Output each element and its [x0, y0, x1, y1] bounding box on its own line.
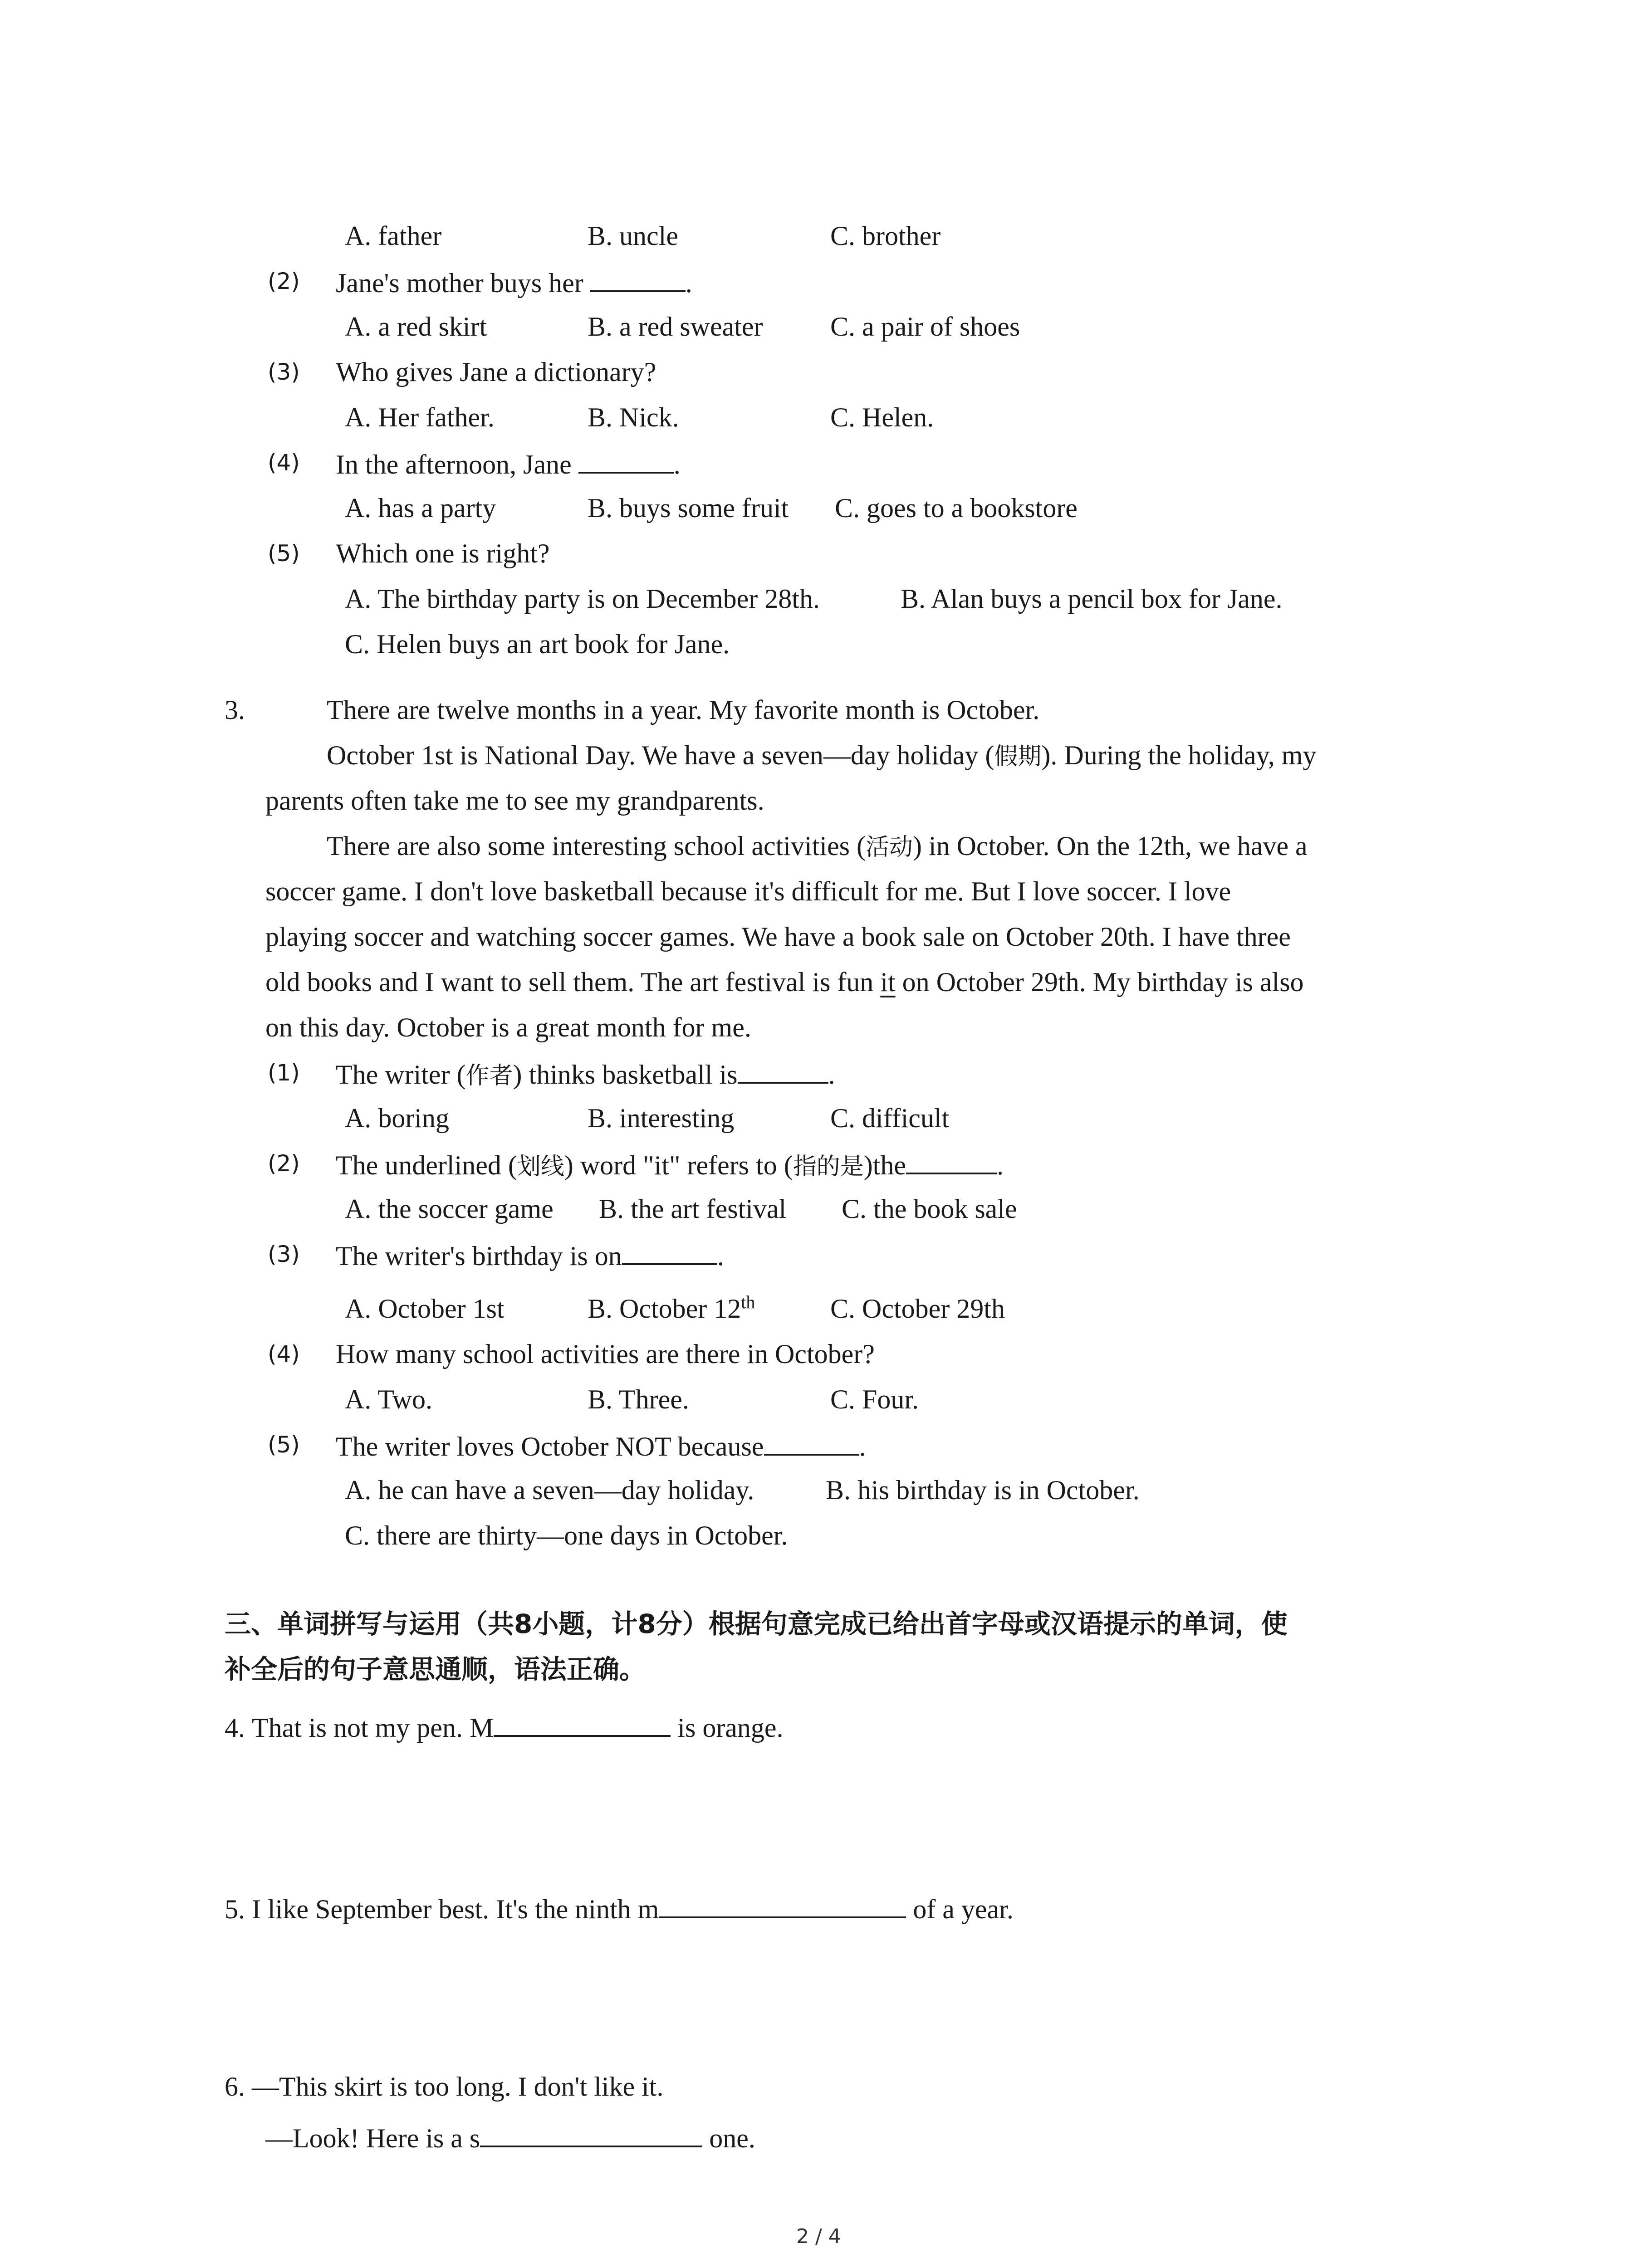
q3-4-option-a: A. Two.: [345, 1384, 433, 1414]
q3-5-number: (5): [268, 1432, 300, 1458]
answer-blank: [659, 1889, 906, 1918]
q2-4-number: (4): [268, 450, 300, 476]
answer-blank: [480, 2118, 702, 2147]
q3-5-option-b: B. his birthday is in October.: [826, 1475, 1140, 1505]
chinese-gloss: 假期: [994, 743, 1042, 770]
q3-2-stem: [336, 1145, 1004, 1185]
q3-passage-text: ) in October. On the 12th, we have a: [912, 831, 1308, 861]
q2-2-option-b: B. a red sweater: [588, 312, 763, 342]
q2-4-stem-text: In the afternoon, Jane: [336, 450, 578, 479]
q3-2-option-c: C. the book sale: [842, 1194, 1017, 1224]
section-heading-line-2: 补全后的句子意思通顺，语法正确。: [225, 1654, 646, 1685]
ordinal-suffix: th: [741, 1292, 755, 1312]
q3-4-number: (4): [268, 1341, 300, 1367]
chinese-gloss: 活动: [865, 834, 913, 861]
q2-4-stem: [336, 445, 681, 483]
answer-blank: [738, 1055, 828, 1084]
q3-passage-line-6: playing soccer and watching soccer games. We have a book sale on October 20th. I have three: [265, 922, 1291, 952]
answer-blank: [578, 445, 674, 474]
q3-2-option-a: A. the soccer game: [345, 1194, 554, 1224]
q3-3-option-c: C. October 29th: [830, 1294, 1005, 1324]
q3-passage-text: There are also some interesting school activities (: [327, 831, 866, 861]
q3-3-option-b-text: B. October 12: [588, 1294, 741, 1324]
q3-3-stem-text: The writer's birthday is on: [336, 1241, 622, 1271]
q3-passage-line-4: [327, 828, 1308, 865]
answer-blank: [764, 1427, 859, 1456]
answer-blank: [622, 1236, 717, 1265]
q5: [225, 1889, 1014, 1927]
underlined-word: it: [880, 967, 896, 997]
q3-5-option-c: C. there are thirty—one days in October.: [345, 1520, 788, 1550]
chinese-gloss: 作者: [465, 1062, 513, 1090]
q3-3-stem: [336, 1236, 724, 1274]
q4: [225, 1708, 784, 1746]
q2-2-option-c: C. a pair of shoes: [830, 312, 1020, 342]
q3-passage-text: on October 29th. My birthday is also: [895, 967, 1304, 997]
q6-text: —This skirt is too long. I don't like it.: [252, 2072, 664, 2102]
q2-2-stem: [336, 263, 692, 301]
q3-passage-line-5: soccer game. I don't love basketball because it's difficult for me. But I love soccer. I love: [265, 876, 1231, 906]
chinese-gloss: 指的是: [793, 1153, 864, 1180]
q3-1-stem-text: ) thinks basketball is: [513, 1060, 738, 1090]
q2-5-stem: Which one is right?: [336, 538, 550, 568]
q3-2-stem-end: .: [996, 1150, 1004, 1180]
q3-5-stem: [336, 1427, 866, 1465]
q3-5-stem-end: .: [859, 1432, 866, 1461]
q3-passage-text: old books and I want to sell them. The art festival is fun: [265, 967, 881, 997]
q6-text-end: one.: [702, 2123, 755, 2153]
answer-blank: [494, 1708, 671, 1737]
q3-passage-line-8: on this day. October is a great month for me.: [265, 1012, 751, 1042]
q2-5-option-a: A. The birthday party is on December 28th.: [345, 584, 820, 614]
q2-3-option-a: A. Her father.: [345, 402, 495, 432]
q4-text-end: is orange.: [671, 1713, 784, 1743]
q3-passage-line-2: [327, 737, 1316, 775]
q6-line-2: [265, 2118, 755, 2156]
q2-1-option-c: C. brother: [830, 221, 941, 251]
q3-5-stem-text: The writer loves October NOT because: [336, 1432, 764, 1461]
q3-1-number: (1): [268, 1060, 300, 1086]
answer-blank: [590, 263, 686, 292]
q2-5-option-b: B. Alan buys a pencil box for Jane.: [901, 584, 1283, 614]
q3-passage-line-3: parents often take me to see my grandparents.: [265, 786, 764, 816]
q3-1-option-c: C. difficult: [830, 1103, 950, 1133]
q2-3-option-c: C. Helen.: [830, 402, 934, 432]
q2-4-option-b: B. buys some fruit: [588, 493, 789, 523]
section-heading-line-1: 三、单词拼写与运用（共8小题，计8分）根据句意完成已给出首字母或汉语提示的单词，使: [225, 1608, 1288, 1639]
q3-2-stem-text: )the: [863, 1150, 906, 1180]
q2-1-option-a: A. father: [345, 221, 442, 251]
q4-number: 4.: [225, 1713, 245, 1743]
q6-number: 6.: [225, 2072, 245, 2102]
q3-1-option-b: B. interesting: [588, 1103, 735, 1133]
q3-passage-text: ). During the holiday, my: [1041, 740, 1317, 770]
q2-3-option-b: B. Nick.: [588, 402, 679, 432]
q3-number: 3.: [225, 695, 245, 725]
q5-text: I like September best. It's the ninth m: [252, 1894, 659, 1924]
q2-2-number: (2): [268, 268, 300, 294]
answer-blank: [906, 1145, 997, 1174]
q5-text-end: of a year.: [906, 1894, 1014, 1924]
q3-1-stem-text: The writer (: [336, 1060, 466, 1090]
q2-2-option-a: A. a red skirt: [345, 312, 487, 342]
q4-text: That is not my pen. M: [252, 1713, 494, 1743]
q6-text: —Look! Here is a s: [265, 2123, 480, 2153]
q2-1-option-b: B. uncle: [588, 221, 678, 251]
q3-1-stem: [336, 1055, 835, 1094]
chinese-gloss: 划线: [517, 1153, 564, 1180]
q2-4-option-a: A. has a party: [345, 493, 496, 523]
q2-3-number: (3): [268, 359, 300, 385]
q2-2-stem-end: .: [685, 268, 692, 298]
q3-3-option-b: [588, 1290, 755, 1327]
q3-passage-text: October 1st is National Day. We have a seven—day holiday (: [327, 740, 994, 770]
q6-line-1: [225, 2068, 663, 2105]
q3-1-stem-end: .: [828, 1060, 835, 1090]
q3-2-stem-text: The underlined (: [336, 1150, 517, 1180]
q3-4-option-b: B. Three.: [588, 1384, 689, 1414]
q5-number: 5.: [225, 1894, 245, 1924]
q3-2-stem-text: ) word "it" refers to (: [564, 1150, 793, 1180]
page-number: 2 / 4: [796, 2225, 841, 2248]
q3-3-number: (3): [268, 1241, 300, 1267]
q3-3-option-a: A. October 1st: [345, 1294, 505, 1324]
q3-4-option-c: C. Four.: [830, 1384, 919, 1414]
q3-4-stem: How many school activities are there in October?: [336, 1339, 875, 1369]
q2-3-stem: Who gives Jane a dictionary?: [336, 357, 656, 387]
q2-2-stem-text: Jane's mother buys her: [336, 268, 590, 298]
q3-passage-line-1: There are twelve months in a year. My favorite month is October.: [327, 695, 1040, 725]
q3-2-option-b: B. the art festival: [599, 1194, 787, 1224]
q3-passage-line-7: [265, 964, 1304, 1000]
q3-1-option-a: A. boring: [345, 1103, 449, 1133]
q2-5-number: (5): [268, 540, 300, 567]
q3-2-number: (2): [268, 1150, 300, 1177]
q3-3-stem-end: .: [717, 1241, 724, 1271]
q2-4-option-c: C. goes to a bookstore: [835, 493, 1078, 523]
q3-5-option-a: A. he can have a seven—day holiday.: [345, 1475, 754, 1505]
q2-5-option-c: C. Helen buys an art book for Jane.: [345, 629, 730, 659]
q2-4-stem-end: .: [673, 450, 681, 479]
